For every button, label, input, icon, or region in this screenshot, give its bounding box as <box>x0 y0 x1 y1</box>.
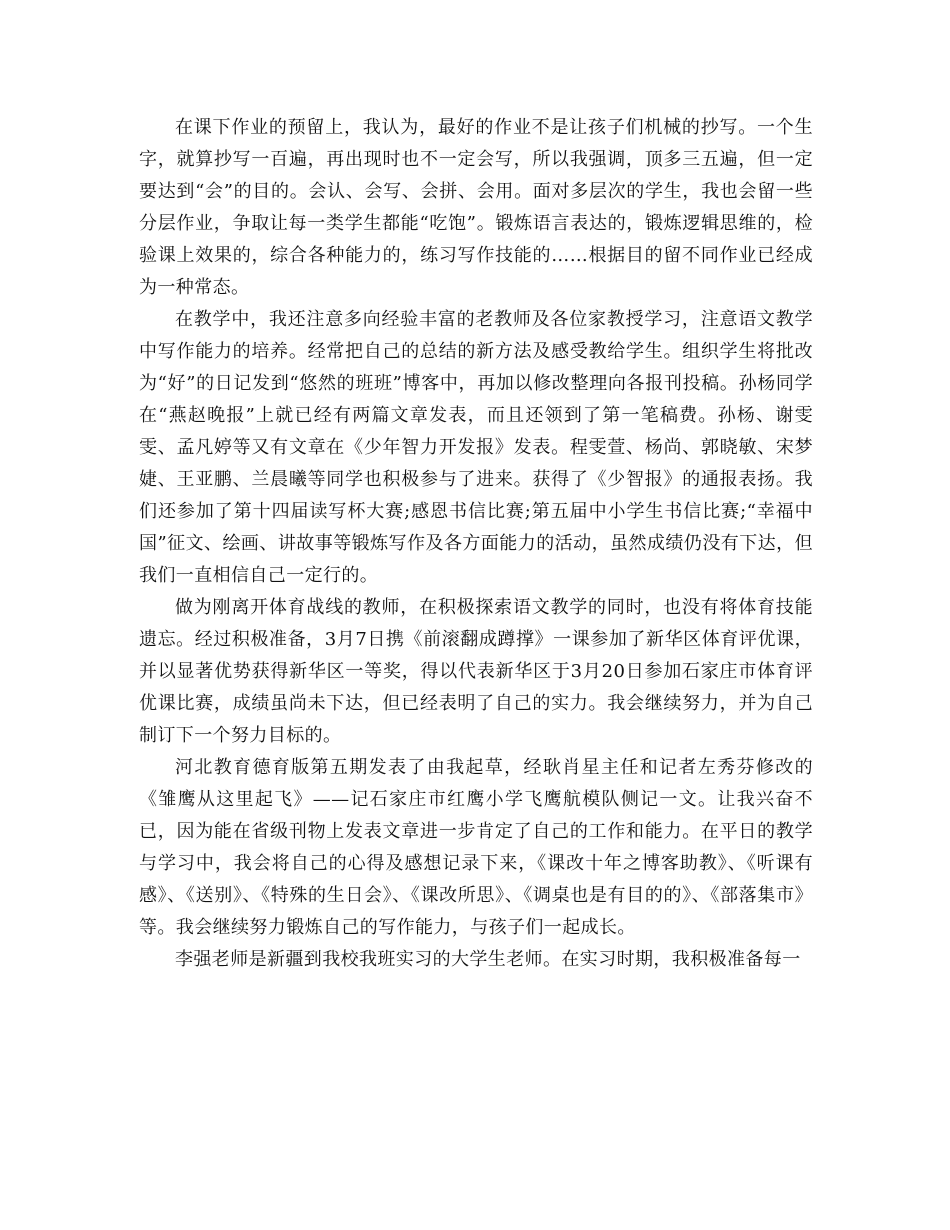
paragraph-pe-teaching: 做为刚离开体育战线的教师，在积极探索语文教学的同时，也没有将体育技能遗忘。经过积极准备，3月7日携《前滚翻成蹲撑》一课参加了新华区体育评优课，并以显著优势获得新华区一等奖，得以代表新华区于3月20日参加石家庄市体育评优课比赛，成绩虽尚未下达，但已经表明了自己的实力。我会继续努力，并为自己制订下一个努力目标的。 <box>139 597 813 746</box>
document-body <box>139 112 813 976</box>
paragraph-writing-training: 在教学中，我还注意多向经验丰富的老教师及各位家教授学习，注意语文教学中写作能力的培养。经常把自己的总结的新方法及感受教给学生。组织学生将批改为“好”的日记发到“悠然的班班”博客中，再加以修改整理向各报刊投稿。孙杨同学在“燕赵晚报”上就已经有两篇文章发表，而且还领到了第一笔稿费。孙杨、谢雯雯、孟凡婷等又有文章在《少年智力开发报》发表。程雯萱、杨尚、郭晓敏、宋梦婕、王亚鹏、兰晨曦等同学也积极参与了进来。获得了《少智报》的通报表扬。我们还参加了第十四届读写杯大赛;感恩书信比赛;第五届中小学生书信比赛;“幸福中国”征文、绘画、讲故事等锻炼写作及各方面能力的活动，虽然成绩仍没有下达，但我们一直相信自己一定行的。 <box>139 309 813 586</box>
paragraph-homework: 在课下作业的预留上，我认为，最好的作业不是让孩子们机械的抄写。一个生字，就算抄写一百遍，再出现时也不一定会写，所以我强调，顶多三五遍，但一定要达到“会”的目的。会认、会写、会拼、会用。面对多层次的学生，我也会留一些分层作业，争取让每一类学生都能“吃饱”。锻炼语言表达的，锻炼逻辑思维的，检验课上效果的，综合各种能力的，练习写作技能的……根据目的留不同作业已经成为一种常态。 <box>139 117 813 298</box>
paragraph-publication: 河北教育德育版第五期发表了由我起草，经耿肖星主任和记者左秀芬修改的《雏鹰从这里起飞》——记石家庄市红鹰小学飞鹰航模队侧记一文。让我兴奋不已，因为能在省级刊物上发表文章进一步肯定了自己的工作和能力。在平日的教学与学习中，我会将自己的心得及感想记录下来，《课改十年之博客助教》、《听课有感》、《送别》、《特殊的生日会》、《课改所思》、《调桌也是有目的的》、《部落集市》等。我会继续努力锻炼自己的写作能力，与孩子们一起成长。 <box>139 757 813 938</box>
paragraph-intern-teacher: 李强老师是新疆到我校我班实习的大学生老师。在实习时期，我积极准备每一 <box>175 949 801 970</box>
